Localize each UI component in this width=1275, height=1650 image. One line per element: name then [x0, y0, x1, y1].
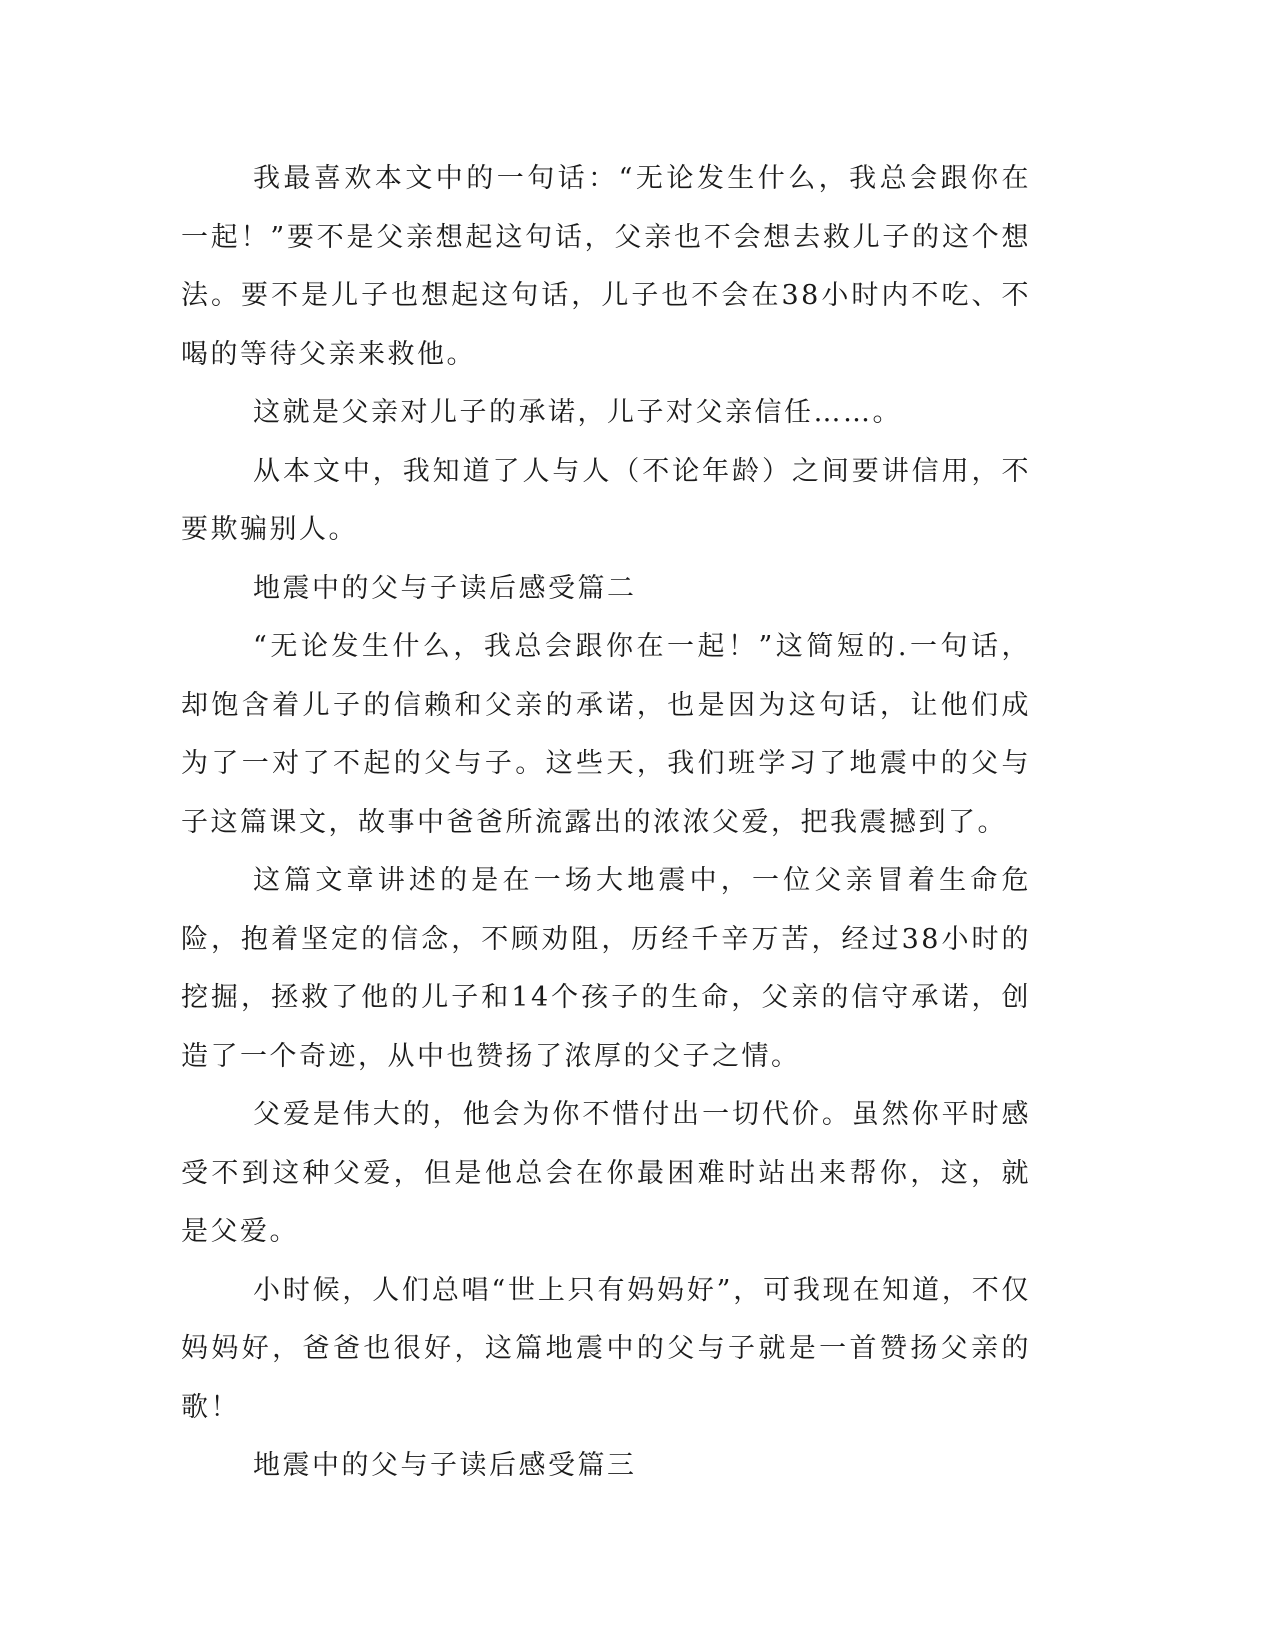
- paragraph-promise-trust: 这就是父亲对儿子的承诺，儿子对父亲信任……。: [253, 397, 902, 428]
- paragraph-song: 小时候，人们总唱“世上只有妈妈好”，可我现在知道，不仅妈妈好，爸爸也很好，这篇地震中的父与子就是一首赞扬父亲的歌！: [181, 1274, 1031, 1423]
- paragraph-lesson-credit: 从本文中，我知道了人与人（不论年龄）之间要讲信用，不要欺骗别人。: [181, 455, 1031, 545]
- paragraph-favorite-quote: 我最喜欢本文中的一句话：“无论发生什么，我总会跟你在一起！”要不是父亲想起这句话，父亲也不会想去救儿子的这个想法。要不是儿子也想起这句话，儿子也不会在38小时内不吃、不喝的等待父亲来救他。: [181, 163, 1031, 370]
- paragraph-story-summary: 这篇文章讲述的是在一场大地震中，一位父亲冒着生命危险，抱着坚定的信念，不顾劝阻，历经千辛万苦，经过38小时的挖掘，拯救了他的儿子和14个孩子的生命，父亲的信守承诺，创造了一个奇迹，从中也赞扬了浓厚的父子之情。: [181, 865, 1031, 1072]
- section-heading-part-three: 地震中的父与子读后感受篇三: [253, 1450, 637, 1481]
- document-body: [181, 150, 1031, 1496]
- section-heading-part-two: 地震中的父与子读后感受篇二: [253, 572, 637, 604]
- paragraph-quote-intro: “无论发生什么，我总会跟你在一起！”这简短的.一句话，却饱含着儿子的信赖和父亲的承诺，也是因为这句话，让他们成为了一对了不起的父与子。这些天，我们班学习了地震中的父与子这篇课文，故事中爸爸所流露出的浓浓父爱，把我震撼到了。: [181, 631, 1031, 838]
- paragraph-fatherly-love: 父爱是伟大的，他会为你不惜付出一切代价。虽然你平时感受不到这种父爱，但是他总会在你最困难时站出来帮你，这，就是父爱。: [181, 1099, 1031, 1247]
